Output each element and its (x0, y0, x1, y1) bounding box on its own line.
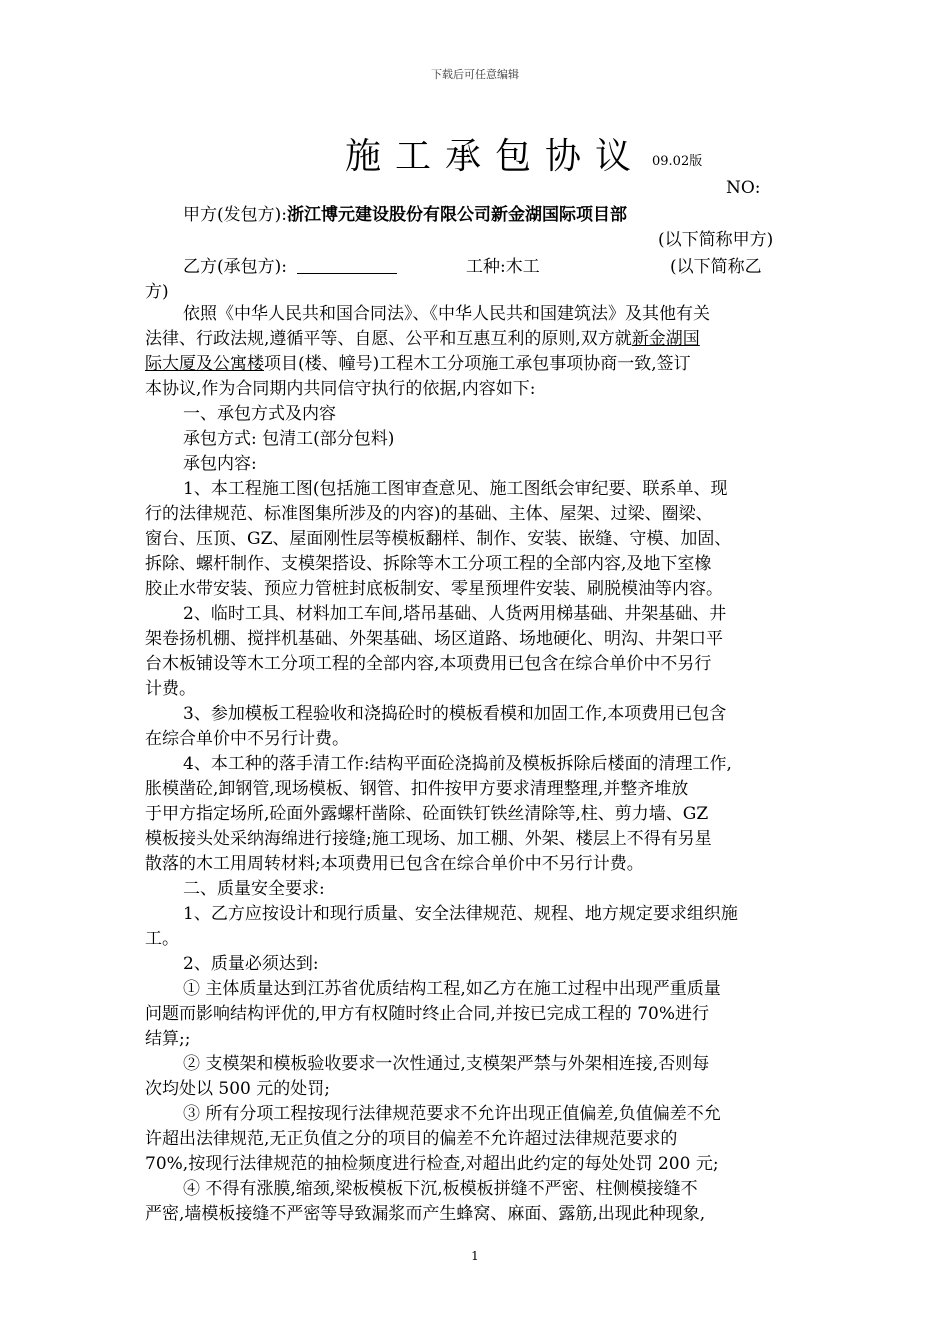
header-note: 下载后可任意编辑 (431, 68, 519, 81)
paragraph-line: 窗台、压顶、GZ、屋面刚性层等模板翻样、制作、安装、嵌缝、守模、加固、 (145, 529, 732, 549)
paragraph-line: 计费。 (145, 679, 196, 699)
intro-line: 本协议,作为合同期内共同信守执行的依据,内容如下: (145, 379, 536, 399)
paragraph-line: 2、质量必须达到: (183, 954, 319, 974)
paragraph-line: 胀模凿砼,卸钢管,现场模板、钢管、扣件按甲方要求清理整理,并整齐堆放 (145, 779, 689, 799)
paragraph-line: 严密,墙模板接缝不严密等导致漏浆而产生蜂窝、麻面、露筋,出现此种现象, (145, 1204, 706, 1224)
paragraph-line: 台木板铺设等木工分项工程的全部内容,本项费用已包含在综合单价中不另行 (145, 654, 712, 674)
party-a-abbr: (以下简称甲方) (658, 230, 774, 250)
party-a-line (183, 200, 627, 225)
paragraph-line: 1、本工程施工图(包括施工图审查意见、施工图纸会审纪要、联系单、现 (183, 479, 728, 499)
section-heading: 二、质量安全要求: (183, 879, 325, 899)
contract-number-label: NO: (726, 178, 761, 198)
body-text (145, 302, 809, 1227)
version-label: 09.02版 (652, 154, 703, 169)
paragraph-line: 结算;; (145, 1029, 191, 1049)
party-a-name: 浙江博元建设股份有限公司新金湖国际项目部 (287, 205, 627, 225)
intro-line: 际大厦及公寓楼项目(楼、幢号)工程木工分项施工承包事项协商一致,签订 (145, 354, 691, 374)
title-row (0, 128, 950, 178)
party-b-abbr-part1: (以下简称乙 (670, 257, 762, 277)
paragraph-line: 1、乙方应按设计和现行质量、安全法律规范、规程、地方规定要求组织施 (183, 904, 738, 924)
paragraph-line: 胶止水带安装、预应力管桩封底板制安、零星预埋件安装、刷脱模油等内容。 (145, 579, 723, 599)
document-title: 施工承包协议 (345, 136, 646, 177)
paragraph-line: 散落的木工用周转材料;本项费用已包含在综合单价中不另行计费。 (145, 854, 644, 874)
party-b-abbr-part2: 方) (145, 282, 169, 302)
paragraph-line: ③ 所有分项工程按现行法律规范要求不允许出现正值偏差,负值偏差不允 (183, 1104, 721, 1124)
party-a-label: 甲方(发包方): (183, 205, 287, 225)
paragraph-line: 问题而影响结构评优的,甲方有权随时终止合同,并按已完成工程的 70%进行 (145, 1004, 709, 1024)
paragraph-line: 架卷扬机棚、搅拌机基础、外架基础、场区道路、场地硬化、明沟、井架口平 (145, 629, 723, 649)
paragraph-line: 于甲方指定场所,砼面外露螺杆凿除、砼面铁钉铁丝清除等,柱、剪力墙、GZ (145, 804, 709, 824)
paragraph-line: 拆除、螺杆制作、支模架搭设、拆除等木工分项工程的全部内容,及地下室橡 (145, 554, 712, 574)
contract-method: 承包方式: 包清工(部分包料) (183, 429, 395, 449)
project-name-part1: 新金湖国 (631, 329, 700, 349)
paragraph-line: 次均处以 500 元的处罚; (145, 1079, 330, 1099)
content-label: 承包内容: (183, 454, 257, 474)
paragraph-line: ② 支模架和模板验收要求一次性通过,支模架严禁与外架相连接,否则每 (183, 1054, 710, 1074)
paragraph-line: 模板接头处采纳海绵进行接缝;施工现场、加工棚、外架、楼层上不得有另星 (145, 829, 712, 849)
paragraph-line: 4、本工种的落手清工作:结构平面砼浇捣前及模板拆除后楼面的清理工作, (183, 754, 732, 774)
section-heading: 一、承包方式及内容 (183, 404, 336, 424)
party-b-blank (297, 257, 397, 274)
paragraph-line: 工。 (145, 929, 179, 949)
project-name-part2: 际大厦及公寓楼 (145, 354, 264, 374)
paragraph-line: 3、参加模板工程验收和浇捣砼时的模板看模和加固工作,本项费用已包含 (183, 704, 727, 724)
paragraph-line: 行的法律规范、标准图集所涉及的内容)的基础、主体、屋架、过梁、圈梁、 (145, 504, 713, 524)
paragraph-line: ① 主体质量达到江苏省优质结构工程,如乙方在施工过程中出现严重质量 (183, 979, 721, 999)
party-b-label: 乙方(承包方): (183, 257, 287, 277)
intro-line: 法律、行政法规,遵循平等、自愿、公平和互惠互利的原则,双方就新金湖国 (145, 329, 700, 349)
party-b-line (183, 252, 397, 277)
intro-line: 依照《中华人民共和国合同法》、《中华人民共和国建筑法》及其他有关 (183, 304, 710, 324)
paragraph-line: ④ 不得有涨膜,缩颈,梁板模板下沉,板模板拼缝不严密、柱侧模接缝不 (183, 1179, 698, 1199)
paragraph-line: 70%,按现行法律规范的抽检频度进行检查,对超出此约定的每处处罚 200 元; (145, 1154, 719, 1174)
paragraph-line: 在综合单价中不另行计费。 (145, 729, 349, 749)
paragraph-line: 许超出法律规范,无正负值之分的项目的偏差不允许超过法律规范要求的 (145, 1129, 678, 1149)
work-type: 工种:木工 (466, 257, 540, 277)
paragraph-line: 2、临时工具、材料加工车间,塔吊基础、人货两用梯基础、井架基础、井 (183, 604, 727, 624)
page-number: 1 (471, 1249, 479, 1263)
